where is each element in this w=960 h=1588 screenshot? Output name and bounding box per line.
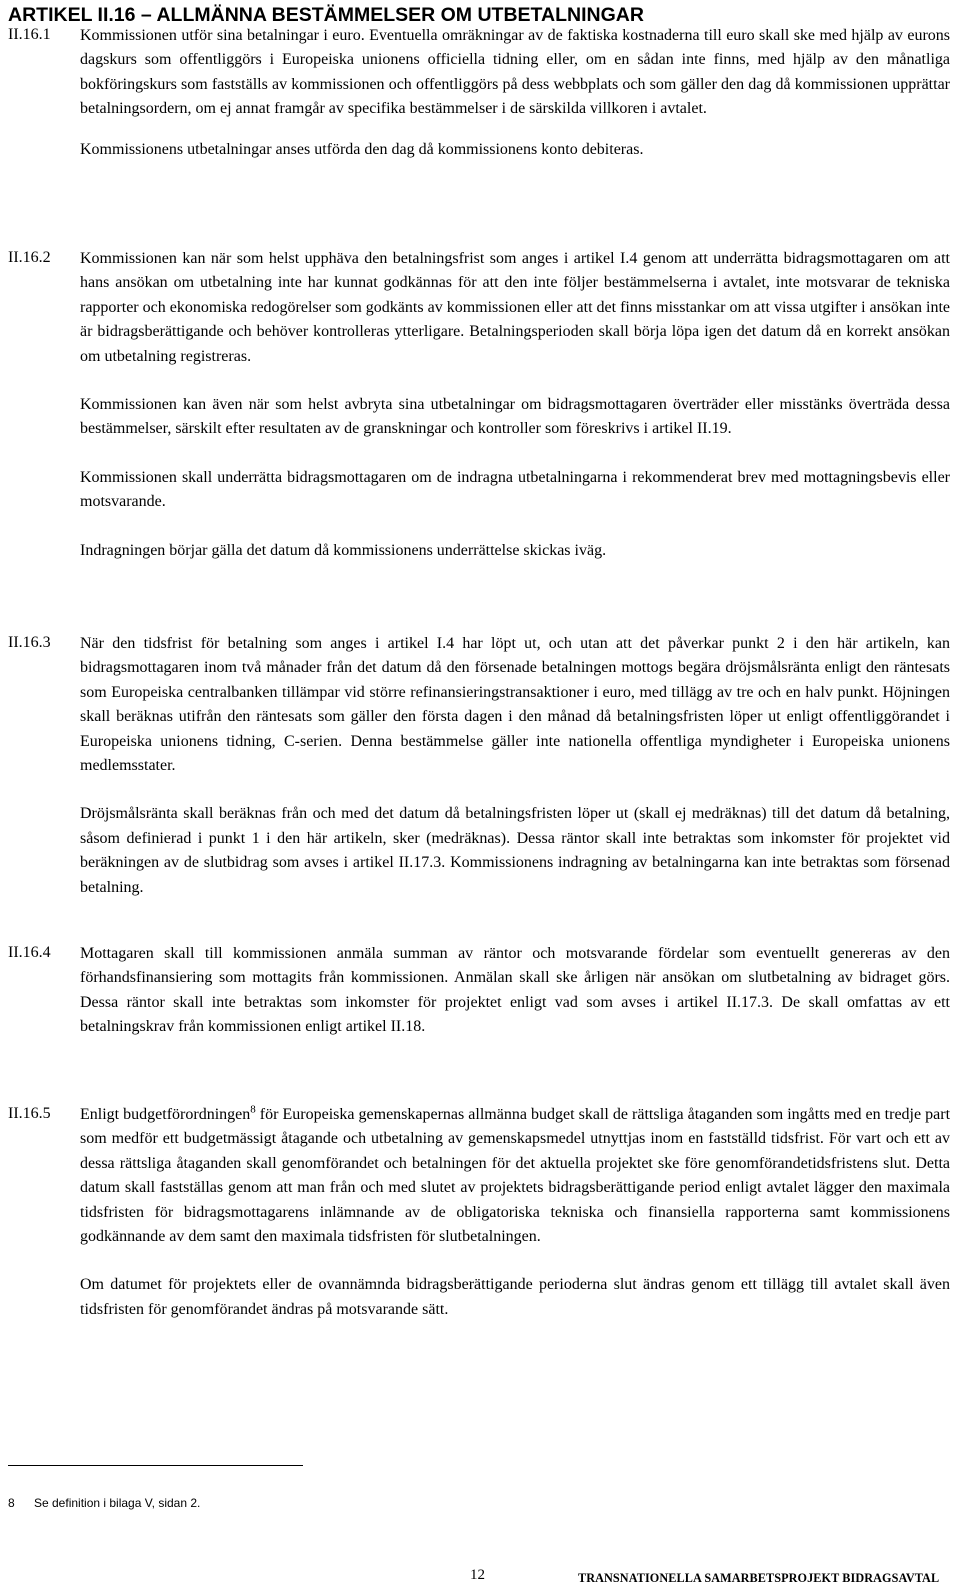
footnote-divider [8,1465,303,1466]
section-16-2 [80,247,950,563]
paragraph-16-5-a-rest: för Europeiska gemenskapernas allmänna budget skall de rättsliga åtaganden som ingåtts med en tredje part som medför ett budgetmässigt åtagande och utbetalning av gemenskapsmedel utnyttjas inom en fastställd tidsfrist. För vart och ett av dessa rättsliga åtaganden skall genomförandet och betalningen för det aktuella projektet ske före genomförandetidsfristens slut. Detta datum skall fastställas genom att man från och med slutet av projektets bidragsberättigande period enligt avtalet lägger den maximala tidsfristen för bidragsmottagarens inlämnande av de obligatoriska tekniska och finansiella rapporterna samt kommissionens godkännande av dem samt den maximala tidsfristen för slutbetalningen. [80,1106,951,1246]
section-16-3 [80,632,950,900]
paragraph-16-5-b: Om datumet för projektets eller de ovannämnda bidragsberättigande perioderna slut ändras genom ett tillägg till avtalet skall även tidsfristen för genomförandet ändras på motsvarande sätt. [80,1276,950,1318]
paragraph-16-4-a: Mottagaren skall till kommissionen anmäla summan av räntor och motsvarande fördelar som eventuellt genereras av den förhandsfinansiering som mottagits från kommissionen. Anmälan skall ske årligen när ansökan om slutbetalning av bidraget görs. Dessa räntor skall inte betraktas som inkomster för projektet enligt vad som avses i artikel II.17.3. De skall omfattas av ett betalningskrav från kommissionen enligt artikel II.18. [80,945,950,1036]
document-footer-label: TRANSNATIONELLA SAMARBETSPROJEKT BIDRAGSAVTAL [578,1571,940,1585]
footnote-number: 8 [8,1496,15,1510]
section-number-16-1: II.16.1 [8,26,51,43]
paragraph-16-1-b: Kommissionens utbetalningar anses utförda den dag då kommissionens konto debiteras. [80,140,644,158]
article-heading: ARTIKEL II.16 – ALLMÄNNA BESTÄMMELSER OM UTBETALNINGAR [8,4,644,26]
section-16-5 [80,1103,950,1322]
paragraph-16-1-a: Kommissionen utför sina betalningar i euro. Eventuella omräkningar av de faktiska kostnaderna till euro skall ske med hjälp av eurons dagskurs som offentliggörs i Europeiska unionens officiella tidning eller, om en sådan inte finns, med hjälp av den månatliga bokföringskurs som fastställs av kommissionen och offentliggörs på dess webbplats och som gäller den dag då kommissionen upprättar betalningsordern, om ej annat framgår av specifika bestämmelser i de särskilda villkoren i avtalet. [80,27,950,118]
section-number-16-4: II.16.4 [8,944,51,961]
section-number-16-5: II.16.5 [8,1105,51,1122]
paragraph-16-3-a: När den tidsfrist för betalning som anges i artikel I.4 har löpt ut, och utan att det påverkar punkt 2 i den här artikeln, kan bidragsmottagaren inom två månader från det datum då den försenade betalningen mottogs begära dröjsmålsränta enligt den räntesats som Europeiska centralbanken tillämpar vid större refinansieringstransaktioner i euro, med tillägg av tre och en halv punkt. Höjningen skall beräknas utifrån den räntesats som gäller den första dagen i den månad då betalningsfristen löper ut enligt offentliggörandet i Europeiska unionens tidning, C-serien. Denna bestämmelse gäller inte nationella offentliga myndigheter i Europeiska unionens medlemsstater. [80,635,950,775]
section-number-16-3: II.16.3 [8,634,51,651]
page-number: 12 [470,1567,485,1583]
section-number-16-2: II.16.2 [8,249,51,266]
paragraph-16-2-a: Kommissionen kan när som helst upphäva den betalningsfrist som anges i artikel I.4 genom att underrätta bidragsmottagaren om att hans ansökan om utbetalning inte har kunnat godkännas för att den inte följer bestämmelserna i avtalet, inte motsvarar de tekniska rapporter och ekonomiska redogörelser som godkänts av kommissionen eller att det finns misstankar om att vissa utgifter i ansökan inte är bidragsberättigande och behöver kontrolleras ytterligare. Betalningsperioden skall börja löpa igen det datum då en korrekt ansökan om utbetalning registreras. [80,250,950,365]
footnote-text: Se definition i bilaga V, sidan 2. [34,1496,201,1510]
paragraph-16-2-d: Indragningen börjar gälla det datum då kommissionens underrättelse skickas iväg. [80,541,607,559]
paragraph-16-5-a [80,1103,950,1249]
section-16-4 [80,942,950,1040]
footnote-reference[interactable]: 8 [250,1103,256,1116]
paragraph-16-5-a-start: Enligt budgetförordningen [80,1106,251,1123]
paragraph-16-2-b: Kommissionen kan även när som helst avbryta sina utbetalningar om bidragsmottagaren överträder eller misstänks överträda dessa bestämmelser, särskilt efter resultaten av de granskningar och kontroller som föreskrivs i artikel II.19. [80,396,950,438]
paragraph-16-3-b: Dröjsmålsränta skall beräknas från och med det datum då betalningsfristen löper ut (skall ej medräknas) till det datum då betalning, såsom definierad i punkt 1 i den här artikeln, sker (medräknas). Dessa räntor skall inte betraktas som inkomster för projektet vid beräkningen av de slutbidrag som avses i artikel II.17.3. Kommissionens indragning av betalningarna kan inte betraktas som försenad betalning. [80,805,950,896]
paragraph-16-2-c: Kommissionen skall underrätta bidragsmottagaren om de indragna utbetalningarna i rekommenderat brev med mottagningsbevis eller motsvarande. [80,468,950,511]
section-16-1 [80,24,950,162]
